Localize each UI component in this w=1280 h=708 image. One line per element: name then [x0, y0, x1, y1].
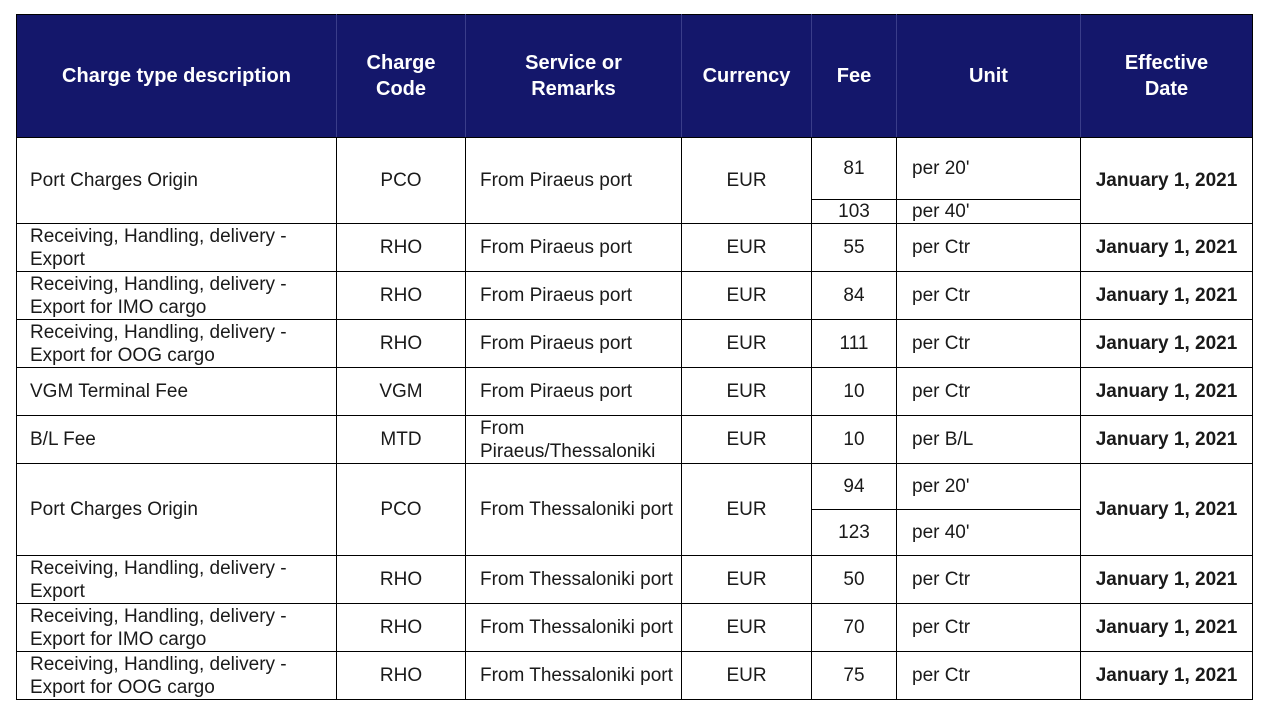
cell-service: From Thessaloniki port: [466, 652, 682, 700]
cell-service: From Piraeus port: [466, 272, 682, 320]
cell-unit: per B/L: [897, 416, 1081, 464]
cell-fee: 123: [812, 510, 897, 556]
cell-fee: 50: [812, 556, 897, 604]
cell-unit: per Ctr: [897, 652, 1081, 700]
cell-code: MTD: [337, 416, 466, 464]
header-date: Effective Date: [1081, 15, 1253, 138]
cell-date: January 1, 2021: [1081, 604, 1253, 652]
cell-code: PCO: [337, 138, 466, 224]
cell-date: January 1, 2021: [1081, 272, 1253, 320]
table-row: [17, 604, 1253, 652]
cell-unit: per Ctr: [897, 320, 1081, 368]
cell-currency: EUR: [682, 464, 812, 556]
table-row: [17, 416, 1253, 464]
charges-table: [16, 14, 1253, 700]
header-unit: Unit: [897, 15, 1081, 138]
cell-unit: per Ctr: [897, 556, 1081, 604]
header-currency: Currency: [682, 15, 812, 138]
cell-service: From Piraeus port: [466, 224, 682, 272]
cell-code: RHO: [337, 224, 466, 272]
cell-fee: 75: [812, 652, 897, 700]
cell-currency: EUR: [682, 652, 812, 700]
table-row: [17, 556, 1253, 604]
table-row: [17, 464, 1253, 510]
cell-fee: 111: [812, 320, 897, 368]
cell-currency: EUR: [682, 556, 812, 604]
cell-description: Receiving, Handling, delivery - Export for IMO cargo: [17, 272, 337, 320]
table-row: [17, 320, 1253, 368]
cell-currency: EUR: [682, 368, 812, 416]
cell-date: January 1, 2021: [1081, 138, 1253, 224]
cell-date: January 1, 2021: [1081, 320, 1253, 368]
cell-code: PCO: [337, 464, 466, 556]
cell-date: January 1, 2021: [1081, 416, 1253, 464]
cell-fee: 84: [812, 272, 897, 320]
cell-currency: EUR: [682, 272, 812, 320]
cell-fee: 70: [812, 604, 897, 652]
cell-service: From Thessaloniki port: [466, 464, 682, 556]
cell-service: From Piraeus port: [466, 368, 682, 416]
cell-unit: per Ctr: [897, 272, 1081, 320]
cell-date: January 1, 2021: [1081, 652, 1253, 700]
cell-fee: 103: [812, 200, 897, 224]
header-description: Charge type description: [17, 15, 337, 138]
cell-code: RHO: [337, 320, 466, 368]
cell-unit: per 20': [897, 464, 1081, 510]
table-row: [17, 368, 1253, 416]
cell-description: Receiving, Handling, delivery - Export for IMO cargo: [17, 604, 337, 652]
cell-description: Receiving, Handling, delivery - Export: [17, 556, 337, 604]
header-code: Charge Code: [337, 15, 466, 138]
cell-unit: per Ctr: [897, 368, 1081, 416]
cell-description: Port Charges Origin: [17, 138, 337, 224]
cell-date: January 1, 2021: [1081, 368, 1253, 416]
cell-description: B/L Fee: [17, 416, 337, 464]
cell-description: Receiving, Handling, delivery - Export for OOG cargo: [17, 320, 337, 368]
cell-fee: 55: [812, 224, 897, 272]
cell-currency: EUR: [682, 416, 812, 464]
cell-code: RHO: [337, 604, 466, 652]
cell-unit: per Ctr: [897, 604, 1081, 652]
cell-code: RHO: [337, 556, 466, 604]
table-row: [17, 138, 1253, 200]
cell-service: From Piraeus port: [466, 320, 682, 368]
cell-description: Receiving, Handling, delivery - Export for OOG cargo: [17, 652, 337, 700]
cell-service: From Thessaloniki port: [466, 604, 682, 652]
cell-code: VGM: [337, 368, 466, 416]
cell-service: From Thessaloniki port: [466, 556, 682, 604]
cell-currency: EUR: [682, 320, 812, 368]
table-header-row: [17, 15, 1253, 138]
table-row: [17, 224, 1253, 272]
header-fee: Fee: [812, 15, 897, 138]
table-row: [17, 652, 1253, 700]
cell-fee: 94: [812, 464, 897, 510]
cell-code: RHO: [337, 272, 466, 320]
cell-unit: per Ctr: [897, 224, 1081, 272]
cell-unit: per 40': [897, 200, 1081, 224]
cell-code: RHO: [337, 652, 466, 700]
header-service: Service or Remarks: [466, 15, 682, 138]
cell-description: Port Charges Origin: [17, 464, 337, 556]
charges-table-container: [16, 14, 1252, 700]
cell-service: From Piraeus/Thessaloniki: [466, 416, 682, 464]
cell-fee: 10: [812, 368, 897, 416]
cell-unit: per 20': [897, 138, 1081, 200]
cell-date: January 1, 2021: [1081, 224, 1253, 272]
cell-unit: per 40': [897, 510, 1081, 556]
cell-currency: EUR: [682, 224, 812, 272]
cell-currency: EUR: [682, 604, 812, 652]
cell-fee: 10: [812, 416, 897, 464]
cell-service: From Piraeus port: [466, 138, 682, 224]
cell-description: Receiving, Handling, delivery - Export: [17, 224, 337, 272]
cell-currency: EUR: [682, 138, 812, 224]
table-row: [17, 272, 1253, 320]
cell-description: VGM Terminal Fee: [17, 368, 337, 416]
cell-fee: 81: [812, 138, 897, 200]
cell-date: January 1, 2021: [1081, 464, 1253, 556]
cell-date: January 1, 2021: [1081, 556, 1253, 604]
